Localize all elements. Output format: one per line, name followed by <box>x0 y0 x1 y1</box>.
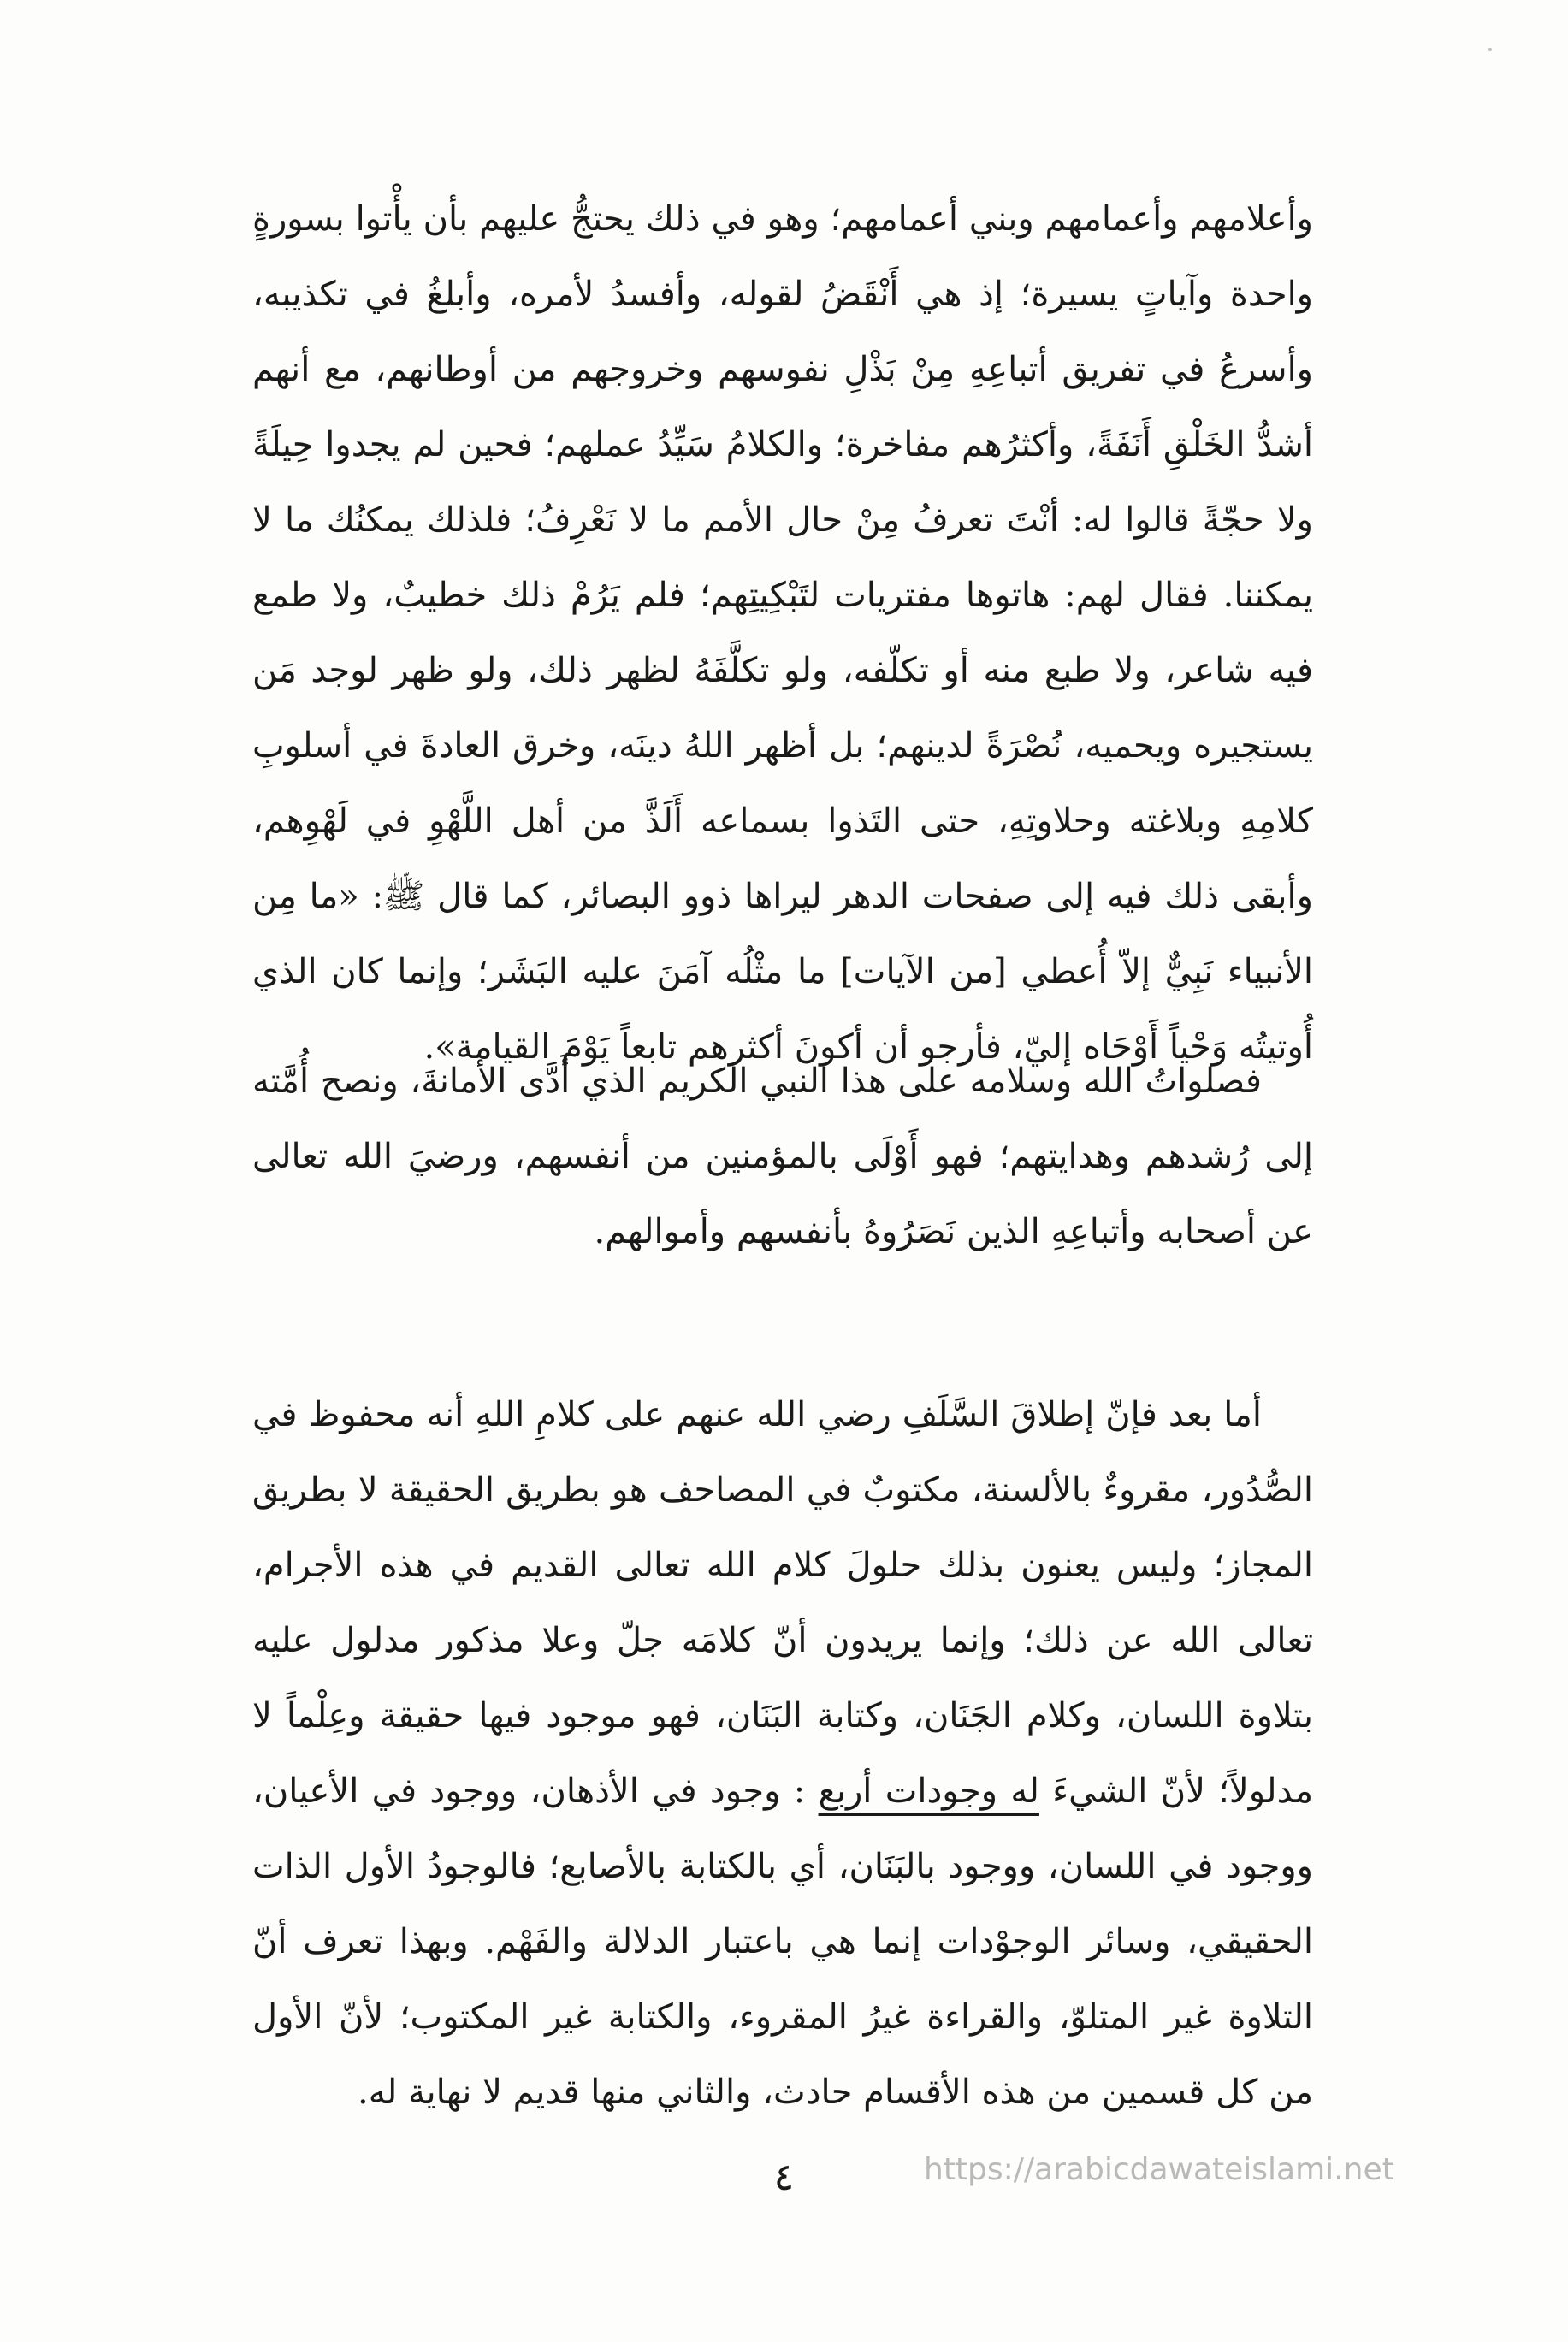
text-block-1 <box>252 181 1313 1085</box>
page-number: ٤ <box>773 2156 795 2199</box>
paragraph-3-part-2: : وجود في الأذهان، ووجود في الأعيان، ووجود في اللسان، ووجود بالبَنَان، أي بالكتابة بالأصابع؛ فالوجودُ الأول الذات الحقيقي، وسائر الوجوْدات إنما هي باعتبار الدلالة والفَهْم. وبهذا تعرف أنّ التلاوة غير المتلوّ، والقراءة غيرُ المقروء، والكتابة غير المكتوب؛ لأنّ الأول من كل قسمين من هذه الأقسام حادث، والثاني منها قديم لا نهاية له. <box>252 1771 1313 2112</box>
underlined-phrase: له وجودات أربع <box>818 1771 1039 1811</box>
paragraph-3 <box>252 1377 1313 2130</box>
text-block-2 <box>252 1044 1313 1269</box>
paragraph-1: وأعلامهم وأعمامهم وبني أعمامهم؛ وهو في ذلك يحتجُّ عليهم بأن يأْتوا بسورةٍ واحدة وآياتٍ يسيرة؛ إذ هي أَنْقَضُ لقوله، وأفسدُ لأمره، وأبلغُ في تكذيبه، وأسرعُ في تفريق أتباعِهِ مِنْ بَذْلِ نفوسهم وخروجهم من أوطانهم، مع أنهم أشدُّ الخَلْقِ أَنَفَةً، وأكثرُهم مفاخرة؛ والكلامُ سَيِّدُ عملهم؛ فحين لم يجدوا حِيلَةً ولا حجّةً قالوا له: أنْتَ تعرفُ مِنْ حال الأمم ما لا نَعْرِفُ؛ فلذلك يمكنُك ما لا يمكننا. فقال لهم: هاتوها مفتريات لتَبْكِيتِهم؛ فلم يَرُمْ ذلك خطيبٌ، ولا طمع فيه شاعر، ولا طبع منه أو تكلّفه، ولو تكلَّفَهُ لظهر ذلك، ولو ظهر لوجد مَن يستجيره ويحميه، نُصْرَةً لدينهم؛ بل أظهر اللهُ دينَه، وخرق العادةَ في أسلوبِ كلامِهِ وبلاغته وحلاوتِهِ، حتى التَذوا بسماعه أَلَذَّ من أهل اللَّهْوِ في لَهْوِهم، وأبقى ذلك فيه إلى صفحات الدهر ليراها ذوو البصائر، كما قال ﷺ: «ما مِن الأنبياء نَبِيٌّ إلاّ أُعطي [من الآيات] ما مثْلُه آمَنَ عليه البَشَر؛ وإنما كان الذي أُوتيتُه وَحْياً أَوْحَاه إليّ، فأرجو أن أكونَ أكثرهم تابعاً يَوْمَ القيامة». <box>252 199 1313 1067</box>
text-block-3 <box>252 1377 1313 2130</box>
scan-speck <box>1488 48 1492 51</box>
watermark-url: https://arabicdawateislami.net <box>924 2152 1394 2187</box>
paragraph-2: فصلواتُ الله وسلامه على هذا النبي الكريم الذي أَدَّى الأمانةَ، ونصح أُمَّته إلى رُشدهم وهدايتهم؛ فهو أَوْلَى بالمؤمنين من أنفسهم، ورضيَ الله تعالى عن أصحابه وأتباعِهِ الذين نَصَرُوهُ بأنفسهم وأموالهم. <box>252 1062 1313 1251</box>
paragraph-3-part-1: أما بعد فإنّ إطلاقَ السَّلَفِ رضي الله عنهم على كلامِ اللهِ أنه محفوظ في الصُّدُور، مقروءٌ بالألسنة، مكتوبٌ في المصاحف هو بطريق الحقيقة لا بطريق المجاز؛ وليس يعنون بذلك حلولَ كلام الله تعالى القديم في هذه الأجرام، تعالى الله عن ذلك؛ وإنما يريدون أنّ كلامَه جلّ وعلا مذكور مدلول عليه بتلاوة اللسان، وكلام الجَنَان، وكتابة البَنَان، فهو موجود فيها حقيقة وعِلْماً لا مدلولاً؛ لأنّ الشيءَ <box>252 1395 1314 1811</box>
